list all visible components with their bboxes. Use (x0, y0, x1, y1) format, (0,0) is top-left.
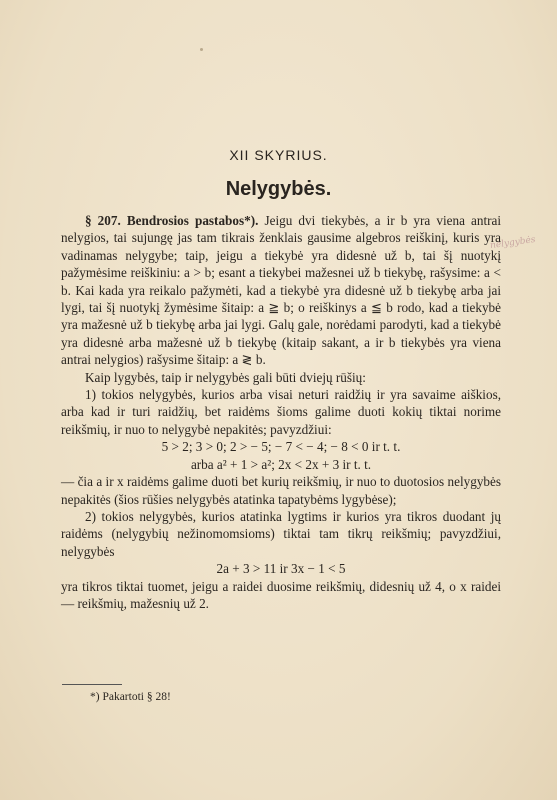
footnote: *) Pakartoti § 28! (90, 691, 171, 703)
handwritten-margin-note: nelygybės (489, 234, 537, 252)
chapter-heading: XII SKYRIUS. (229, 147, 328, 163)
kind-1-explanation: — čia a ir x raidėms galime duoti bet kurių reikšmių, ir nuo to duotosios nelygybės nepakitės (šios rūšies nelygybės atatinka tapatybėms lygybėse); (61, 474, 501, 507)
page-title: Nelygybės. (225, 178, 332, 200)
intro-kinds: Kaip lygybės, taip ir nelygybės gali būti dviejų rūšių: (85, 369, 366, 385)
section-heading: Bendrosios pastabos*). (126, 213, 259, 228)
section-number: § 207. (85, 213, 121, 228)
example-2: 2a + 3 > 11 ir 3x − 1 < 5 (216, 561, 346, 577)
footnote-rule (62, 684, 122, 685)
kind-1-text: 1) tokios nelygybės, kurios arba visai neturi raidžių ir yra savaime aiškios, arba kad ir turi raidžių, bet raidėms šioms galime duoti kokių tiktai norime reikšmių, ir nuo to nelygybė nepakitės; pavyzdžiui: (61, 387, 501, 437)
body-text (61, 212, 501, 612)
example-1-line-2: arba a² + 1 > a²; 2x < 2x + 3 ir t. t. (190, 456, 372, 472)
kind-2-explanation: yra tikros tiktai tuomet, jeigu a raidei duosime reikšmių, didesnių už 4, o x raidei — reikšmių, mažesnių už 2. (61, 578, 501, 611)
page-speck (200, 48, 203, 51)
example-1-line-1: 5 > 2; 3 > 0; 2 > − 5; − 7 < − 4; − 8 < 0 ir t. t. (161, 439, 401, 455)
paragraph-207 (61, 212, 501, 369)
section-text: Jeigu dvi tiekybės, a ir b yra viena antrai nelygios, tai sujungę jas tam tikrais ženklais gausime algebros reiškinį, kuris yra vadinamas nelygybe; taip, jeigu a tiekybė yra didesnė už b, tai šį nuotykį pažymėsime reiškiniu: a > b; esant a tiekybei mažesnei už b tiekybę, rašysime: a < b. Kai kada yra reikalo pažymėti, kad a tiekybė yra didesnė už b tiekybę arba jai lygi, tai šį nuotykį žymėsime šitaip: a ≧ b; o reiškinys a ≦ b rodo, kad a tiekybė yra mažesnė už b tiekybę arba jai lygi. Galų gale, norėdami parodyti, kad a tiekybė yra didesnė arba mažesnė už b tiekybę (kitaip sakant, a ir b tiekybės yra viena antrai nelygios) rašysime šitaip: a ≷ b. (61, 213, 502, 368)
kind-2-text: 2) tokios nelygybės, kurios atatinka lygtims ir kurios yra tikros duodant jų raidėms (nelygybių nežinomomsioms) tiktai tam tikrų reikšmių; pavyzdžiui, nelygybės (61, 508, 501, 559)
